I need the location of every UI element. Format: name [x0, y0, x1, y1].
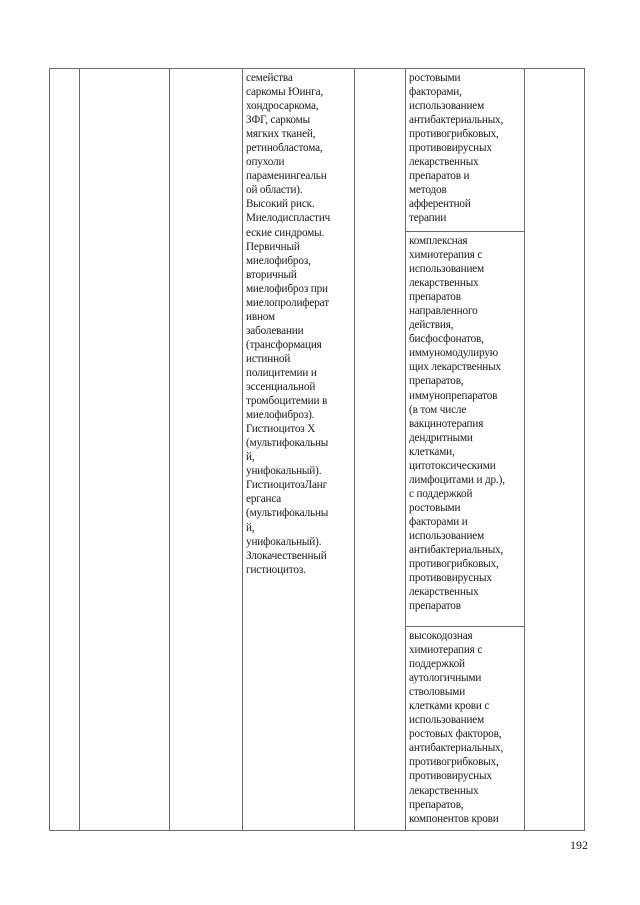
row-divider — [405, 231, 525, 232]
column-divider — [169, 69, 170, 830]
column-divider — [524, 69, 525, 830]
page-number: 192 — [570, 838, 588, 852]
treatment-table — [49, 68, 585, 831]
diagnosis-cell: семейства саркомы Юинга, хондросаркома, ЗФГ, саркомы мягких тканей, ретинобластома, опухоли параменингеальн ой области). Высокий риск. Миелодиспластич еские синдромы. Первичный миелофиброз, вторичный миелофиброз при миелопролиферат ивном заболевании (трансформация истинной полицитемии и эссенциальной тромбоцитемии в миелофиброз). Гистиоцитоз Х (мультифокальны й, унифокальный). ГистиоцитозЛанг ерганса (мультифокальны й, унифокальный). Злокачественный гистиоцитоз. — [246, 72, 331, 576]
treatment-cell: комплексная химиотерапия с использованием лекарственных препаратов направленного действия, бисфосфонатов, иммуномодулирую щих лекарственных препаратов, иммунопрепаратов (в том числе вакцинотерапия дендритными клетками, цитотоксическими лимфоцитами и др.), с поддержкой ростовыми факторами и использованием антибактериальных, противогрибковых, противовирусных лекарственных препаратов — [409, 235, 505, 613]
column-divider — [354, 69, 355, 830]
column-divider — [79, 69, 80, 830]
column-divider — [405, 69, 406, 830]
column-divider — [242, 69, 243, 830]
treatment-cell: ростовыми факторами, использованием антибактериальных, противогрибковых, противовирусных лекарственных препаратов и методов афферентной терапии — [409, 72, 504, 225]
row-divider — [405, 626, 525, 627]
treatment-cell: высокодозная химиотерапия с поддержкой аутологичными стволовыми клетками крови с использованием ростовых факторов, антибактериальных, противогрибковых, противовирусных лекарственных препаратов, компонентов крови — [409, 630, 504, 825]
